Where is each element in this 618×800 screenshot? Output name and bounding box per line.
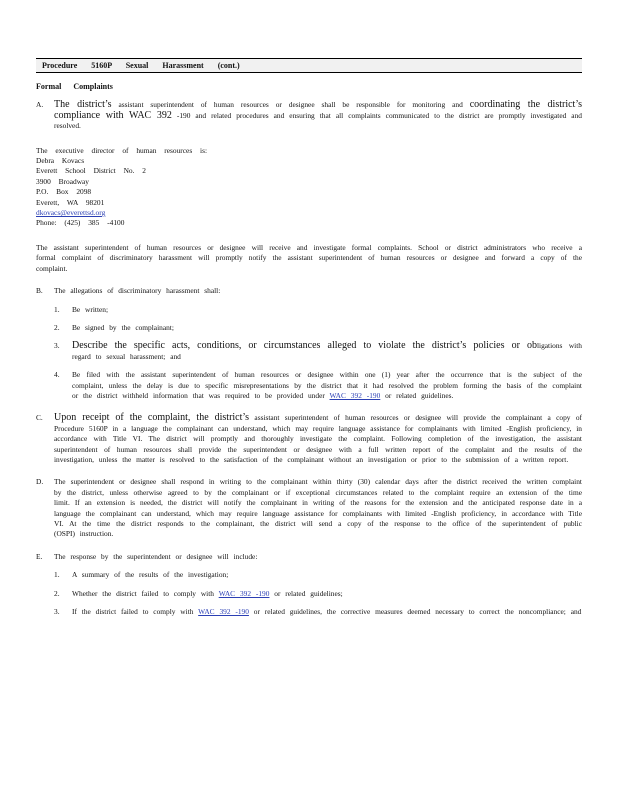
- sub-label: 1.: [54, 304, 60, 314]
- wac-link[interactable]: WAC 392 -190: [329, 390, 381, 400]
- contact-line: P.O. Box 2098: [36, 187, 92, 197]
- sub-label: 3.: [54, 607, 60, 617]
- item-label: D.: [36, 477, 44, 487]
- sub-label: 3.: [54, 341, 60, 351]
- contact-line: Everett, WA 98201: [36, 197, 105, 207]
- body-text: If the district failed to comply with: [72, 607, 199, 617]
- item-b: [36, 286, 582, 296]
- contact-name: Debra Kovacs: [36, 156, 85, 166]
- emphasis-text: The district’s: [54, 99, 112, 111]
- item-label: E.: [36, 551, 43, 561]
- body-text: Whether the district failed to comply with: [72, 588, 219, 598]
- item-label: B.: [36, 286, 43, 296]
- emphasis-text: Upon receipt of the complaint, the district’s: [54, 412, 250, 424]
- sub-label: 1.: [54, 570, 60, 580]
- sub-body: Be signed by the complainant;: [72, 322, 174, 332]
- body-text: or related guidelines;: [269, 588, 343, 598]
- body-text: -190 and related procedures and ensuring that all complaints communicated to the district are promptly investigated and resolved.: [54, 110, 582, 131]
- body-text: or related guidelines, the corrective measures deemed necessary to correct the noncompliance; and: [248, 607, 582, 617]
- item-body: The response by the superintendent or designee will include:: [54, 551, 258, 561]
- body-text: ligations with regard to sexual harassment; and: [72, 341, 582, 361]
- item-label: C.: [36, 413, 43, 423]
- contact-line: Everett School District No. 2: [36, 166, 147, 176]
- sub-label: 4.: [54, 370, 60, 380]
- section-heading: Formal Complaints: [36, 82, 113, 91]
- sub-item: [54, 323, 582, 333]
- email-link[interactable]: dkovacs@everettsd.org: [36, 208, 106, 218]
- sub-body: [72, 589, 582, 599]
- item-d: [36, 477, 582, 539]
- sub-body: [72, 370, 582, 401]
- item-a: [36, 100, 582, 131]
- wac-link[interactable]: WAC 392 -190: [198, 607, 249, 617]
- item-body: The superintendent or designee shall respond in writing to the complainant within thirty (30) calendar days after the district received the written complaint by the district, unless otherwise agreed to by the complainant or if exceptional circumstances related to the complaint require an extension of the time limit. If an extension is needed, the district will notify the complainant in writing of the reasons for the extension and the anticipated response date in a language the complainant can understand, which may require language assistance for complainants with limited -English proficiency, in accordance with Title VI. At the time the district responds to the complainant, the district will send a copy of the response to the office of the superintendent of public (OSPI) instruction.: [54, 477, 582, 539]
- sub-item: [54, 305, 582, 315]
- sub-item: [54, 570, 582, 580]
- emphasis-text: coordinating the district’s compliance with WAC 392: [54, 99, 583, 121]
- item-body: [54, 413, 582, 465]
- emphasis-text: Describe the specific acts, conditions, or circumstances alleged to violate the district’s policies or ob: [72, 340, 537, 352]
- contact-phone: Phone: (425) 385 -4100: [36, 218, 125, 228]
- document-page: [36, 58, 582, 617]
- item-label: A.: [36, 100, 44, 110]
- item-e: [36, 552, 582, 562]
- body-text: assistant superintendent of human resources or designee shall be responsible for monitoring and: [111, 100, 470, 110]
- sub-label: 2.: [54, 322, 60, 332]
- item-c: [36, 413, 582, 465]
- body-text: Be filed with the assistant superintendent of human resources or designee within one (1) year after the occurrence that is the subject of the complaint, unless the delay is due to specific misrepresentations by the district that it had resolved the problem forming the basis of the complaint or the district withheld information that was required to be provided under: [72, 370, 582, 400]
- body-text: or related guidelines.: [380, 390, 454, 400]
- paragraph: The assistant superintendent of human resources or designee will receive and investigate formal complaints. School or district administrators who receive a formal complaint of discriminatory harassment will promptly notify the assistant superintendent of human resources or designee and forward a copy of the complaint.: [36, 242, 582, 273]
- sub-body: Be written;: [72, 304, 109, 314]
- body-text: assistant superintendent of human resources or designee will provide the complainant a copy of Procedure 5160P in a language the complainant can understand, which may require language assistance for complainants with limited -English proficiency, in accordance with Title VI. The district will promptly and thoroughly investigate the complaint. Following completion of the investigation, the assistant superintendent of human resources shall provide the superintendent or designee with a full written report of the complaint and the results of the investigation, unless the matter is resolved to the satisfaction of the complainant without an investigation or prior to the submission of a written report.: [54, 413, 582, 464]
- contact-block: [36, 146, 582, 229]
- sub-label: 2.: [54, 588, 60, 598]
- wac-link[interactable]: WAC 392 -190: [218, 588, 270, 598]
- sub-item: [54, 370, 582, 401]
- sub-item: [54, 589, 582, 599]
- item-body: [54, 100, 582, 131]
- sub-body: A summary of the results of the investigation;: [72, 570, 229, 580]
- sub-item: [54, 341, 582, 362]
- sub-body: [72, 607, 582, 617]
- item-body: The allegations of discriminatory harassment shall:: [54, 286, 221, 296]
- sub-item: [54, 607, 582, 617]
- sub-body: [72, 341, 582, 362]
- contact-line: 3900 Broadway: [36, 176, 90, 186]
- procedure-header: Procedure 5160P Sexual Harassment (cont.): [36, 58, 582, 73]
- contact-line: The executive director of human resources is:: [36, 145, 208, 155]
